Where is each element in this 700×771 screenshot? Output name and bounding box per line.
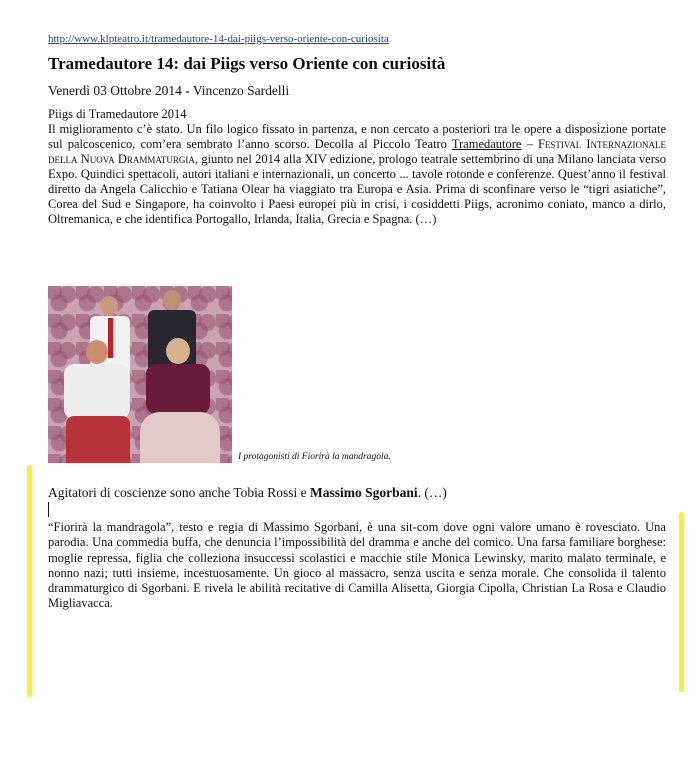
paragraph-1-part-b: – <box>521 137 538 151</box>
highlight-mark-right <box>679 512 684 692</box>
photo-caption: I protagonisti di Fiorirà la mandragola. <box>238 452 391 462</box>
article-intro <box>48 107 666 227</box>
paragraph-2 <box>48 485 447 501</box>
source-url-link[interactable]: http://www.klpteatro.it/tramedautore-14-dai-piigs-verso-oriente-con-curiosita <box>48 33 389 45</box>
paragraph-1 <box>48 122 666 227</box>
paragraph-1-part-a: Il miglioramento c’è stato. Un filo logico fissato in partenza, e non cercato a posteriori tra le opere a disposizione portate sul palcoscenico, com’era sembrato l’anno scorso. Decolla al Piccolo Teatro <box>48 122 666 151</box>
paragraph-1-part-c: , giunto nel 2014 alla XIV edizione, prologo teatrale settembrino di una Milano lanciata verso Expo. Quindici spettacoli, autori italiani e internazionali, un concerto ... tavole rotonde e conferenze. Quest’anno il festival diretto da Angela Calicchio e Tatiana Olear ha viaggiato tra Europa e Asia. Prima di sconfinare verso le “tigri asiatiche”, Corea del Sud e Singapore, ha coinvolto i Paesi europei più in crisi, i cosiddetti Piigs, acronimo coniato, manco a dirlo, Oltremanica, e che identifica Portogallo, Irlanda, Italia, Grecia e Spagna. (…) <box>48 152 666 226</box>
paragraph-2-part-a: Agitatori di coscienze sono anche Tobia Rossi e <box>48 485 310 500</box>
paragraph-2-bold: Massimo Sgorbani <box>310 485 418 500</box>
paragraph-2-part-b: . (…) <box>417 485 447 500</box>
paragraph-3: “Fiorirà la mandragola”, testo e regia di Massimo Sgorbani, è una sit-com dove ogni valore umano è rovesciato. Una parodia. Una commedia buffa, che denuncia l’impossibilità del dramma e anche del comico. Una farsa familiare borghese: moglie repressa, figlia che colleziona insuccessi scolastici e macchie stile Monica Lewinsky, marito malato terminale, e nonno nazi; tutti insieme, incestuosamente. Un gioco al massacro, senza uscita e senza morale. Che consolida il talento drammaturgico di Sgorbani. E rivela le abilità recitative di Camilla Alisetta, Giorgia Cipolla, Christian La Rosa e Claudio Migliavacca. <box>48 520 666 611</box>
article-subtitle: Piigs di Tramedautore 2014 <box>48 107 187 121</box>
article-title: Tramedautore 14: dai Piigs verso Oriente con curiosità <box>48 54 446 73</box>
article-byline: Venerdì 03 Ottobre 2014 - Vincenzo Sardelli <box>48 83 290 98</box>
cast-photo <box>48 286 232 463</box>
highlight-mark-left <box>27 465 32 697</box>
tramedautore-link[interactable]: Tramedautore <box>451 137 522 151</box>
text-cursor <box>48 502 49 517</box>
festival-name: Festival Internazionale della Nuova Drammaturgia <box>48 137 667 166</box>
